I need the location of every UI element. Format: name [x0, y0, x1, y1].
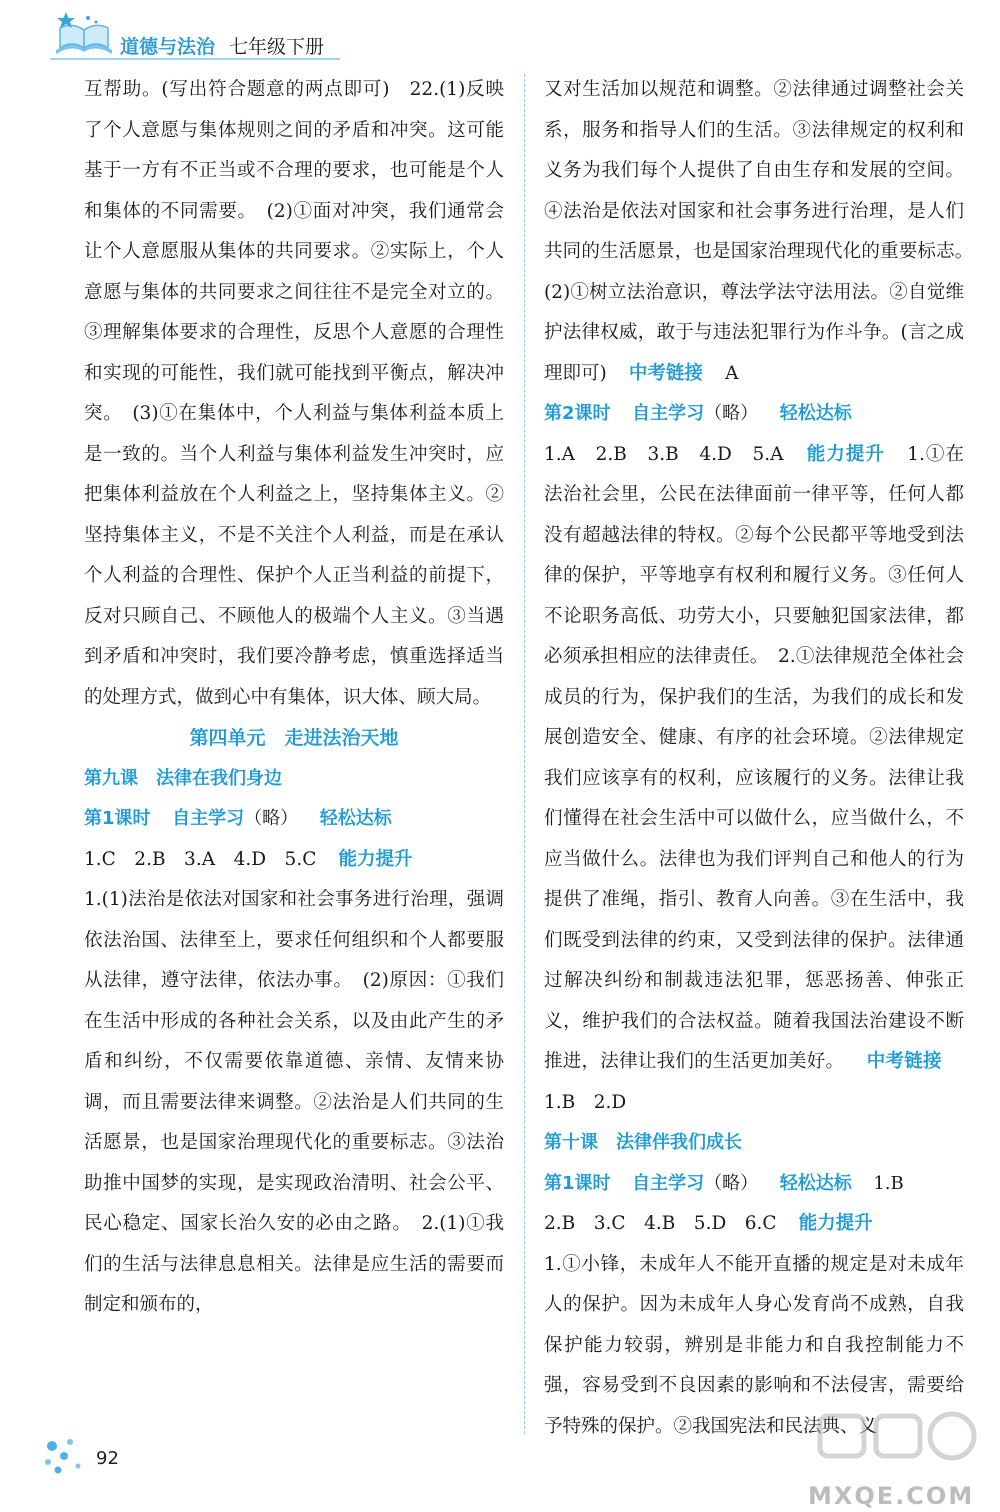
period-heading — [84, 799, 504, 840]
grade-label: 七年级下册 — [229, 36, 325, 58]
answer-line — [84, 840, 504, 881]
ability-label: 能力提升 — [805, 443, 886, 465]
unit-heading: 第四单元 走进法治天地 — [189, 727, 399, 749]
header-title — [120, 32, 324, 60]
self-study-label: 自主学习 — [172, 808, 245, 829]
easy-label: 轻松达标 — [779, 1172, 852, 1194]
lesson-heading: 第十课 法律伴我们成长 — [544, 1132, 742, 1153]
omitted-label: （略） — [704, 1172, 759, 1194]
lesson-heading: 第九课 法律在我们身边 — [84, 767, 282, 789]
answer-paragraph — [544, 435, 964, 1124]
zk-link-label: 中考链接 — [628, 362, 703, 384]
answer-paragraph: 1.(1)法治是依法对国家和社会事务进行治理，强调依法治国、法律至上，要求任何组织和个人都要服从法律，遵守法律，依法办事。 (2)原因：①我们在生活中形成的各种社会关系，以及由此产生的矛盾和纠纷，不仅需要依靠道德、亲情、友情来协调，而且需要法律来调整。②法治是人们共同的生活愿景，也是国家治理现代化的重要标志。③法治助推中国梦的实现，是实现政治清明、社会公平、民心稳定、国家长治久安的必由之路。 2.(1)①我们的生活与法律息息相关。法律是应生活的需要而制定和颁布的， — [84, 889, 504, 1315]
self-study-label: 自主学习 — [632, 403, 705, 424]
period-heading — [544, 394, 964, 435]
column-divider — [524, 74, 525, 1434]
answer-paragraph: 互帮助。(写出符合题意的两点即可) 22.(1)反映了个人意愿与集体规则之间的矛盾和冲突。这可能基于一方有不正当或不合理的要求，也可能是个人和集体的不同需要。 (2)①面对冲突，我们通常会让个人意愿服从集体的共同要求。②实际上，个人意愿与集体的共同要求之间往往不是完全对立的。③理解集体要求的合理性，反思个人意愿的合理性和实现的可能性，我们就可能找到平衡点，解决冲突。 (3)①在集体中，个人利益与集体利益本质上是一致的。当个人利益与集体利益发生冲突时，应把集体利益放在个人利益之上，坚持集体主义。②坚持集体主义，不是不关注个人利益，而是在承认个人利益的合理性、保护个人正当利益的前提下，反对只顾自己、不顾他人的极端个人主义。③当遇到矛盾和冲突时，我们要冷静考虑，慎重选择适当的处理方式，做到心中有集体，识大体、顾大局。 — [84, 79, 504, 708]
omitted-label: （略） — [704, 403, 759, 424]
answer-text: 1.①在法治社会里，公民在法律面前一律平等，任何人都没有超越法律的特权。②每个公民都平等地受到法律的保护，平等地享有权利和履行义务。③任何人不论职务高低、功劳大小，只要触犯国家法律，都必须承担相应的法律责任。 2.①法律规范全体社会成员的行为，保护我们的生活，为我们的成长和发展创造安全、健康、有序的社会环境。②法律规定我们应该享有的权利，应该履行的义务。法律让我们懂得在社会生活中可以做什么，应当做什么，不应当做什么。法律也为我们评判自己和他人的行为提供了准绳，指引、教育人向善。③在生活中，我们既受到法律的约束，又受到法律的保护。法律通过解决纠纷和制裁违法犯罪，惩恶扬善、伸张正义，维护我们的合法权益。随着我国法治建设不断推进，法律让我们的生活更加美好。 — [544, 443, 964, 1072]
answer-key: 1.A 2.B 3.B 4.D 5.A — [544, 443, 784, 465]
splash-decoration-icon — [38, 1426, 94, 1482]
zk-answer: 1.B 2.D — [544, 1091, 627, 1113]
left-column — [84, 70, 504, 1326]
watermark-text: MXQE.COM — [808, 1482, 975, 1510]
zk-link-label: 中考链接 — [866, 1051, 942, 1072]
answer-key: 1.B — [873, 1172, 904, 1194]
answer-paragraph — [544, 70, 983, 394]
right-column — [544, 70, 983, 1447]
page-header — [0, 0, 1000, 70]
self-study-label: 自主学习 — [632, 1172, 705, 1194]
ability-label: 能力提升 — [798, 1213, 873, 1234]
ability-label: 能力提升 — [338, 848, 413, 870]
omitted-label: （略） — [244, 808, 299, 829]
period-heading — [544, 1164, 964, 1205]
zk-answer: A — [725, 362, 739, 384]
answer-key: 2.B 3.C 4.B 5.D 6.C — [544, 1213, 777, 1234]
answer-key: 1.C 2.B 3.A 4.D 5.C — [84, 848, 317, 870]
answer-text: 又对生活加以规范和调整。②法律通过调整社会关系，服务和指导人们的生活。③法律规定的权利和义务为我们每个人提供了自由生存和发展的空间。④法治是依法对国家和社会事务进行治理，是人们共同的生活愿景，也是国家治理现代化的重要标志。 (2)①树立法治意识，尊法学法守法用法。②自觉维护法律权威，敢于与违法犯罪行为作斗争。(言之成理即可) — [544, 79, 983, 384]
period-label: 第2课时 — [544, 403, 611, 424]
period-label: 第1课时 — [544, 1172, 611, 1194]
easy-label: 轻松达标 — [779, 403, 852, 424]
header-underline — [50, 58, 340, 60]
book-star-logo-icon — [52, 10, 116, 58]
answer-text: 1.①小锋，未成年人不能开直播的规定是对未成年人的保护。因为未成年人身心发育尚不成熟，自我保护能力较弱，辨别是非能力和自我控制能力不强，容易受到不良因素的影响和不法侵害，需要给予特殊的保护。②我国宪法和民法典、义 — [544, 1253, 964, 1437]
easy-label: 轻松达标 — [319, 808, 392, 829]
period-label: 第1课时 — [84, 808, 151, 829]
page-number: 92 — [96, 1448, 119, 1469]
book-title: 道德与法治 — [120, 36, 216, 58]
